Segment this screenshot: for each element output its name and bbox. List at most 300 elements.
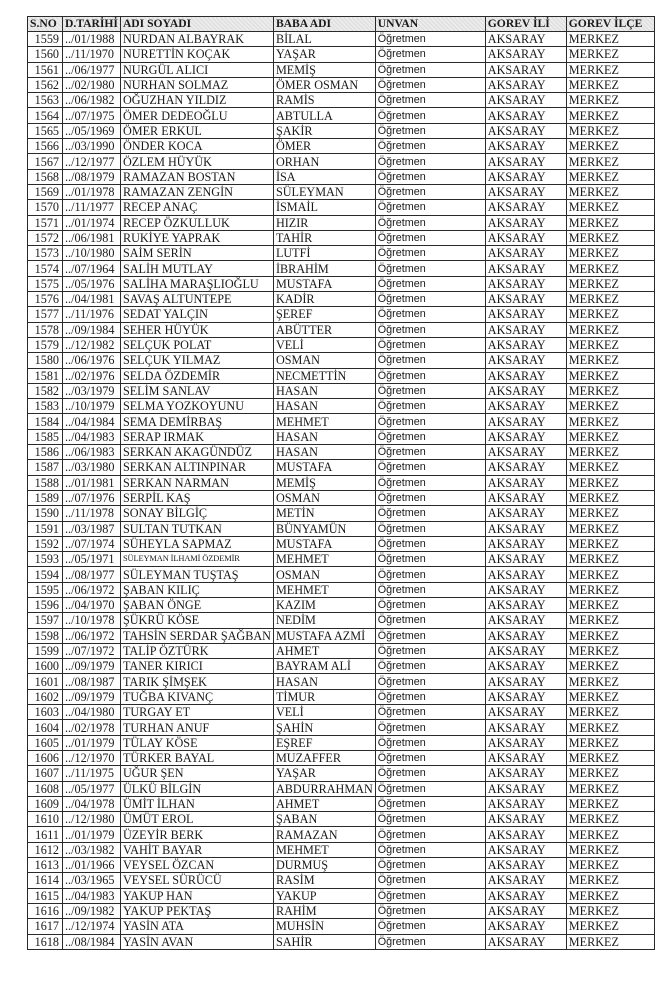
cell-birth-date: ../04/1984 [63,414,121,429]
cell-sno: 1592 [28,536,63,551]
cell-district: MERKEZ [566,77,654,92]
cell-father-name: MUZAFFER [273,750,375,765]
cell-province: AKSARAY [485,490,566,505]
header-father-name: BABA ADI [273,17,375,32]
cell-province: AKSARAY [485,919,566,934]
table-row [28,490,655,505]
table-row [28,307,655,322]
table-row [28,184,655,199]
cell-birth-date: ../02/1978 [63,720,121,735]
table-row [28,842,655,857]
cell-full-name: YASİN ATA [120,919,273,934]
cell-full-name: SEHER HÜYÜK [120,322,273,337]
cell-father-name: HASAN [273,445,375,460]
cell-province: AKSARAY [485,246,566,261]
cell-district: MERKEZ [566,353,654,368]
cell-title: Öğretmen [375,368,485,383]
cell-father-name: ÖMER OSMAN [273,77,375,92]
table-row [28,93,655,108]
cell-full-name: SELDA ÖZDEMİR [120,368,273,383]
cell-birth-date: ../10/1979 [63,399,121,414]
cell-birth-date: ../06/1983 [63,445,121,460]
cell-province: AKSARAY [485,873,566,888]
cell-district: MERKEZ [566,705,654,720]
cell-district: MERKEZ [566,643,654,658]
cell-sno: 1559 [28,32,63,47]
table-row [28,735,655,750]
table-row [28,353,655,368]
cell-district: MERKEZ [566,888,654,903]
table-row [28,445,655,460]
cell-full-name: UĞUR ŞEN [120,766,273,781]
cell-title: Öğretmen [375,888,485,903]
table-row [28,812,655,827]
header-district: GOREV İLÇE [566,17,654,32]
cell-province: AKSARAY [485,307,566,322]
table-row [28,934,655,949]
cell-sno: 1574 [28,261,63,276]
cell-district: MERKEZ [566,154,654,169]
cell-district: MERKEZ [566,475,654,490]
cell-father-name: YAŞAR [273,766,375,781]
cell-full-name: VAHİT BAYAR [120,842,273,857]
cell-birth-date: ../05/1971 [63,552,121,567]
cell-title: Öğretmen [375,77,485,92]
table-row [28,873,655,888]
cell-father-name: ŞABAN [273,812,375,827]
table-row [28,475,655,490]
cell-district: MERKEZ [566,47,654,62]
cell-title: Öğretmen [375,689,485,704]
cell-birth-date: ../06/1982 [63,93,121,108]
cell-full-name: SERAP IRMAK [120,429,273,444]
cell-sno: 1590 [28,506,63,521]
cell-province: AKSARAY [485,750,566,765]
cell-full-name: TANER KIRICI [120,659,273,674]
table-row [28,689,655,704]
cell-father-name: İSA [273,169,375,184]
cell-province: AKSARAY [485,628,566,643]
cell-full-name: SEMA DEMİRBAŞ [120,414,273,429]
cell-father-name: AHMET [273,643,375,658]
cell-birth-date: ../07/1974 [63,536,121,551]
cell-province: AKSARAY [485,368,566,383]
cell-father-name: RAHİM [273,903,375,918]
cell-father-name: OSMAN [273,567,375,582]
table-row [28,383,655,398]
cell-district: MERKEZ [566,414,654,429]
cell-birth-date: ../11/1977 [63,200,121,215]
cell-full-name: NURGÜL ALICI [120,62,273,77]
cell-birth-date: ../03/1965 [63,873,121,888]
cell-district: MERKEZ [566,582,654,597]
cell-district: MERKEZ [566,230,654,245]
cell-birth-date: ../05/1976 [63,276,121,291]
cell-full-name: SAVAŞ ALTUNTEPE [120,292,273,307]
cell-sno: 1604 [28,720,63,735]
cell-province: AKSARAY [485,93,566,108]
cell-province: AKSARAY [485,62,566,77]
cell-province: AKSARAY [485,139,566,154]
cell-district: MERKEZ [566,735,654,750]
cell-sno: 1609 [28,796,63,811]
cell-title: Öğretmen [375,705,485,720]
table-row [28,552,655,567]
cell-district: MERKEZ [566,597,654,612]
cell-birth-date: ../03/1982 [63,842,121,857]
cell-father-name: DURMUŞ [273,858,375,873]
cell-title: Öğretmen [375,766,485,781]
cell-full-name: RAMAZAN ZENGİN [120,184,273,199]
cell-birth-date: ../12/1974 [63,919,121,934]
cell-title: Öğretmen [375,567,485,582]
cell-father-name: ABDURRAHMAN [273,781,375,796]
table-row [28,292,655,307]
cell-district: MERKEZ [566,307,654,322]
cell-sno: 1599 [28,643,63,658]
cell-title: Öğretmen [375,735,485,750]
cell-sno: 1572 [28,230,63,245]
table-row [28,261,655,276]
cell-title: Öğretmen [375,490,485,505]
cell-father-name: İSMAİL [273,200,375,215]
cell-title: Öğretmen [375,858,485,873]
cell-district: MERKEZ [566,399,654,414]
cell-province: AKSARAY [485,597,566,612]
cell-father-name: ABTULLA [273,108,375,123]
cell-district: MERKEZ [566,506,654,521]
cell-province: AKSARAY [485,659,566,674]
cell-sno: 1582 [28,383,63,398]
cell-district: MERKEZ [566,93,654,108]
table-row [28,705,655,720]
cell-father-name: SAHİR [273,934,375,949]
cell-title: Öğretmen [375,873,485,888]
cell-sno: 1615 [28,888,63,903]
cell-birth-date: ../06/1972 [63,582,121,597]
cell-full-name: TUĞBA KIVANÇ [120,689,273,704]
cell-full-name: SÜLEYMAN TUŞTAŞ [120,567,273,582]
cell-district: MERKEZ [566,322,654,337]
cell-district: MERKEZ [566,246,654,261]
cell-district: MERKEZ [566,659,654,674]
cell-district: MERKEZ [566,521,654,536]
cell-full-name: SAİM SERİN [120,246,273,261]
cell-sno: 1575 [28,276,63,291]
cell-father-name: VELİ [273,337,375,352]
cell-title: Öğretmen [375,919,485,934]
cell-province: AKSARAY [485,383,566,398]
cell-birth-date: ../09/1979 [63,659,121,674]
cell-father-name: ABÜTTER [273,322,375,337]
table-row [28,230,655,245]
cell-district: MERKEZ [566,613,654,628]
cell-birth-date: ../07/1972 [63,643,121,658]
cell-province: AKSARAY [485,781,566,796]
cell-full-name: TÜLAY KÖSE [120,735,273,750]
cell-title: Öğretmen [375,796,485,811]
cell-title: Öğretmen [375,230,485,245]
cell-district: MERKEZ [566,200,654,215]
cell-province: AKSARAY [485,123,566,138]
cell-full-name: VEYSEL ÖZCAN [120,858,273,873]
cell-birth-date: ../06/1977 [63,62,121,77]
cell-sno: 1568 [28,169,63,184]
cell-father-name: RAMAZAN [273,827,375,842]
cell-district: MERKEZ [566,628,654,643]
cell-sno: 1570 [28,200,63,215]
cell-sno: 1591 [28,521,63,536]
cell-birth-date: ../01/1974 [63,215,121,230]
cell-sno: 1569 [28,184,63,199]
cell-father-name: YAŞAR [273,47,375,62]
cell-birth-date: ../12/1977 [63,154,121,169]
cell-title: Öğretmen [375,460,485,475]
cell-title: Öğretmen [375,429,485,444]
cell-birth-date: ../01/1966 [63,858,121,873]
table-row [28,77,655,92]
cell-father-name: KADİR [273,292,375,307]
cell-father-name: BAYRAM ALİ [273,659,375,674]
cell-sno: 1617 [28,919,63,934]
table-row [28,108,655,123]
cell-father-name: VELİ [273,705,375,720]
cell-district: MERKEZ [566,490,654,505]
cell-full-name: SELÇUK YILMAZ [120,353,273,368]
table-row [28,674,655,689]
cell-sno: 1607 [28,766,63,781]
cell-birth-date: ../04/1980 [63,705,121,720]
header-title: UNVAN [375,17,485,32]
cell-father-name: TİMUR [273,689,375,704]
cell-birth-date: ../11/1978 [63,506,121,521]
cell-sno: 1586 [28,445,63,460]
cell-birth-date: ../12/1970 [63,750,121,765]
cell-father-name: NEDİM [273,613,375,628]
cell-title: Öğretmen [375,62,485,77]
cell-province: AKSARAY [485,154,566,169]
cell-birth-date: ../09/1984 [63,322,121,337]
cell-full-name: SERKAN AKAGÜNDÜZ [120,445,273,460]
cell-birth-date: ../01/1988 [63,32,121,47]
table-row [28,399,655,414]
cell-district: MERKEZ [566,184,654,199]
table-row [28,536,655,551]
table-row [28,429,655,444]
cell-district: MERKEZ [566,292,654,307]
cell-father-name: ORHAN [273,154,375,169]
cell-sno: 1618 [28,934,63,949]
cell-father-name: RAMİS [273,93,375,108]
table-row [28,154,655,169]
cell-father-name: METİN [273,506,375,521]
cell-sno: 1600 [28,659,63,674]
table-row [28,32,655,47]
cell-birth-date: ../05/1969 [63,123,121,138]
cell-full-name: OĞUZHAN YILDIZ [120,93,273,108]
cell-title: Öğretmen [375,506,485,521]
cell-full-name: SELMA YOZKOYUNU [120,399,273,414]
cell-province: AKSARAY [485,445,566,460]
table-row [28,796,655,811]
cell-father-name: LUTFİ [273,246,375,261]
cell-father-name: MUSTAFA [273,276,375,291]
cell-district: MERKEZ [566,827,654,842]
cell-sno: 1613 [28,858,63,873]
cell-father-name: HASAN [273,383,375,398]
table-row [28,276,655,291]
cell-title: Öğretmen [375,613,485,628]
cell-district: MERKEZ [566,139,654,154]
cell-sno: 1571 [28,215,63,230]
cell-father-name: NECMETTİN [273,368,375,383]
cell-district: MERKEZ [566,674,654,689]
cell-province: AKSARAY [485,429,566,444]
cell-province: AKSARAY [485,261,566,276]
cell-sno: 1563 [28,93,63,108]
table-row [28,597,655,612]
cell-province: AKSARAY [485,796,566,811]
cell-district: MERKEZ [566,934,654,949]
cell-sno: 1597 [28,613,63,628]
cell-province: AKSARAY [485,674,566,689]
cell-province: AKSARAY [485,567,566,582]
cell-province: AKSARAY [485,552,566,567]
cell-province: AKSARAY [485,184,566,199]
cell-province: AKSARAY [485,215,566,230]
cell-full-name: NURHAN SOLMAZ [120,77,273,92]
cell-full-name: NURDAN ALBAYRAK [120,32,273,47]
cell-full-name: SERKAN ALTINPINAR [120,460,273,475]
cell-full-name: ÜMÜT EROL [120,812,273,827]
cell-title: Öğretmen [375,536,485,551]
cell-birth-date: ../05/1977 [63,781,121,796]
cell-title: Öğretmen [375,903,485,918]
cell-father-name: HASAN [273,674,375,689]
cell-title: Öğretmen [375,139,485,154]
cell-district: MERKEZ [566,766,654,781]
header-province: GOREV İLİ [485,17,566,32]
cell-birth-date: ../12/1980 [63,812,121,827]
cell-title: Öğretmen [375,200,485,215]
cell-district: MERKEZ [566,919,654,934]
cell-father-name: MUHSİN [273,919,375,934]
cell-full-name: ÖZLEM HÜYÜK [120,154,273,169]
cell-father-name: OSMAN [273,353,375,368]
cell-full-name: VEYSEL SÜRÜCÜ [120,873,273,888]
cell-sno: 1598 [28,628,63,643]
header-full-name: ADI SOYADI [120,17,273,32]
cell-sno: 1594 [28,567,63,582]
cell-father-name: MEHMET [273,414,375,429]
cell-province: AKSARAY [485,536,566,551]
cell-birth-date: ../10/1978 [63,613,121,628]
cell-birth-date: ../07/1976 [63,490,121,505]
cell-birth-date: ../07/1975 [63,108,121,123]
cell-district: MERKEZ [566,337,654,352]
cell-sno: 1585 [28,429,63,444]
cell-birth-date: ../04/1978 [63,796,121,811]
cell-province: AKSARAY [485,766,566,781]
table-row [28,567,655,582]
cell-district: MERKEZ [566,873,654,888]
cell-sno: 1560 [28,47,63,62]
cell-province: AKSARAY [485,337,566,352]
cell-title: Öğretmen [375,842,485,857]
cell-title: Öğretmen [375,781,485,796]
cell-district: MERKEZ [566,108,654,123]
cell-full-name: SALİHA MARAŞLIOĞLU [120,276,273,291]
table-row [28,827,655,842]
cell-province: AKSARAY [485,292,566,307]
cell-district: MERKEZ [566,429,654,444]
cell-title: Öğretmen [375,292,485,307]
cell-full-name: SÜLEYMAN İLHAMİ ÖZDEMİR [120,552,273,567]
cell-birth-date: ../08/1987 [63,674,121,689]
cell-district: MERKEZ [566,261,654,276]
cell-sno: 1566 [28,139,63,154]
cell-title: Öğretmen [375,32,485,47]
cell-full-name: ŞABAN ÖNGE [120,597,273,612]
table-row [28,858,655,873]
cell-district: MERKEZ [566,383,654,398]
cell-district: MERKEZ [566,215,654,230]
header-birth-date: D.TARİHİ [63,17,121,32]
cell-father-name: MEHMET [273,842,375,857]
cell-district: MERKEZ [566,445,654,460]
cell-district: MERKEZ [566,812,654,827]
cell-sno: 1606 [28,750,63,765]
cell-title: Öğretmen [375,353,485,368]
cell-province: AKSARAY [485,353,566,368]
cell-sno: 1587 [28,460,63,475]
cell-title: Öğretmen [375,246,485,261]
cell-sno: 1588 [28,475,63,490]
cell-birth-date: ../10/1980 [63,246,121,261]
cell-district: MERKEZ [566,796,654,811]
cell-sno: 1565 [28,123,63,138]
cell-title: Öğretmen [375,399,485,414]
cell-full-name: TALİP ÖZTÜRK [120,643,273,658]
cell-full-name: TURHAN ANUF [120,720,273,735]
cell-full-name: SEDAT YALÇIN [120,307,273,322]
cell-title: Öğretmen [375,750,485,765]
cell-province: AKSARAY [485,842,566,857]
cell-sno: 1580 [28,353,63,368]
cell-title: Öğretmen [375,812,485,827]
cell-title: Öğretmen [375,934,485,949]
cell-sno: 1589 [28,490,63,505]
cell-district: MERKEZ [566,903,654,918]
cell-sno: 1573 [28,246,63,261]
cell-district: MERKEZ [566,567,654,582]
cell-sno: 1610 [28,812,63,827]
cell-full-name: SELİM SANLAV [120,383,273,398]
cell-father-name: MUSTAFA [273,536,375,551]
cell-sno: 1602 [28,689,63,704]
cell-district: MERKEZ [566,689,654,704]
cell-father-name: MEMİŞ [273,475,375,490]
cell-birth-date: ../01/1979 [63,827,121,842]
table-row [28,337,655,352]
table-row [28,521,655,536]
cell-father-name: TAHİR [273,230,375,245]
cell-full-name: SERPİL KAŞ [120,490,273,505]
cell-title: Öğretmen [375,827,485,842]
cell-title: Öğretmen [375,674,485,689]
cell-full-name: SERKAN NARMAN [120,475,273,490]
cell-full-name: YASİN AVAN [120,934,273,949]
